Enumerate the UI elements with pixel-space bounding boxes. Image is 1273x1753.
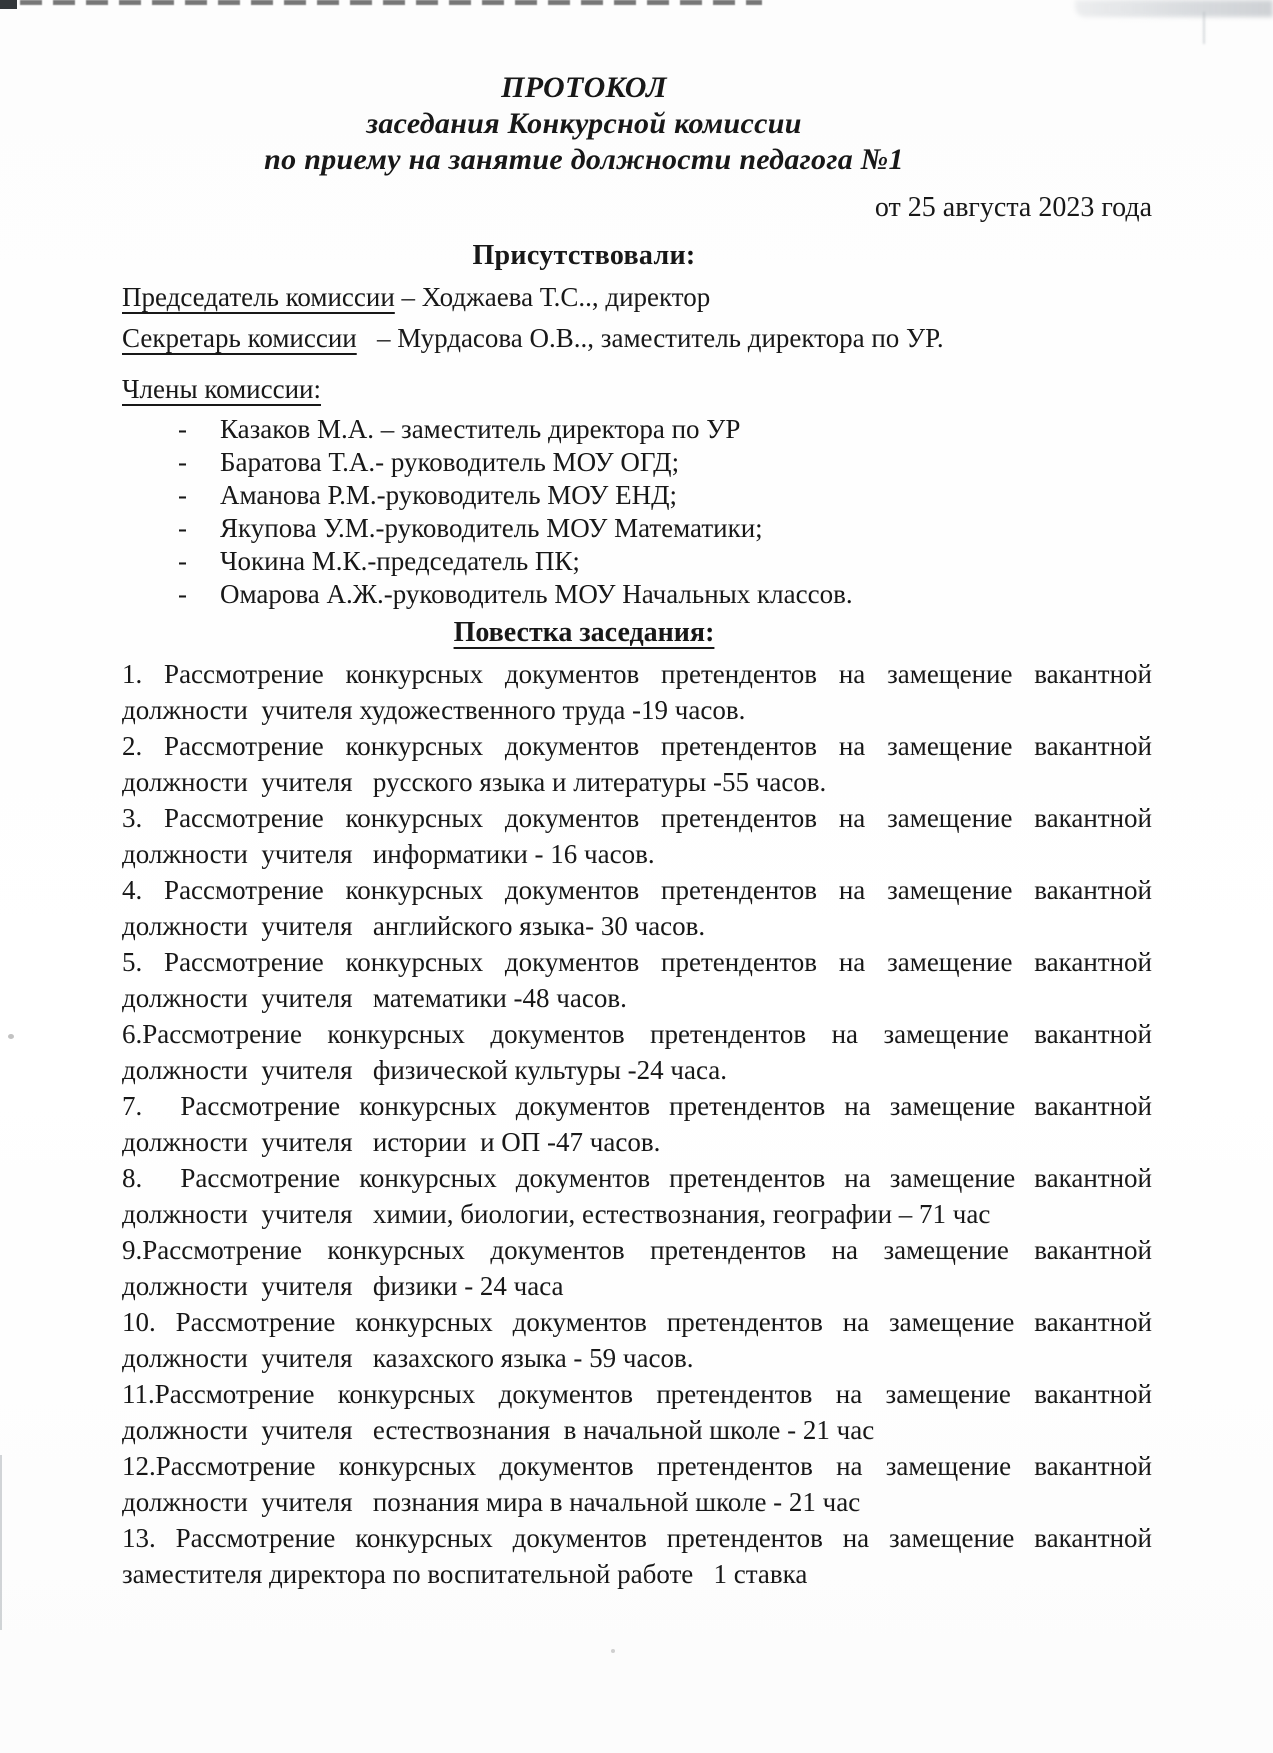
attendees-heading: Присутствовали:: [472, 240, 696, 271]
agenda-item: [122, 1232, 1152, 1304]
agenda-item-line2: должности учителя информатики - 16 часов.: [122, 839, 655, 869]
agenda-item-line1: 7. Рассмотрение конкурсных документов претендентов на замещение вакантной: [122, 1091, 1152, 1121]
agenda-heading: [122, 615, 1046, 651]
secretary-line: [122, 321, 1152, 356]
agenda-item: [122, 944, 1152, 1016]
agenda-item: [122, 1304, 1152, 1376]
agenda-item-line1: 12.Рассмотрение конкурсных документов претендентов на замещение вакантной: [122, 1451, 1152, 1481]
document-title-block: [122, 70, 1046, 178]
agenda-item-line2: должности учителя казахского языка - 59 часов.: [122, 1343, 694, 1373]
members-list: [122, 413, 1152, 611]
agenda-item-line2: заместителя директора по воспитательной работе 1 ставка: [122, 1559, 808, 1589]
scan-speck-artifact: [611, 1649, 615, 1653]
title-line-position: по приему на занятие должности педагога №1: [264, 143, 904, 176]
agenda-item-line2: должности учителя познания мира в начальной школе - 21 час: [122, 1487, 861, 1517]
agenda-item-line1: 10. Рассмотрение конкурсных документов претендентов на замещение вакантной: [122, 1307, 1152, 1337]
member-text: Казаков М.А. – заместитель директора по УР: [220, 414, 741, 444]
agenda-item: [122, 1448, 1152, 1520]
member-text: Чокина М.К.-председатель ПК;: [220, 546, 580, 576]
agenda-item: [122, 1520, 1152, 1592]
dash-marker: -: [178, 480, 187, 510]
agenda-item-line1: 9.Рассмотрение конкурсных документов претендентов на замещение вакантной: [122, 1235, 1152, 1265]
member-row: [122, 545, 1152, 578]
dash-marker: -: [178, 546, 187, 576]
agenda-item-line1: 5. Рассмотрение конкурсных документов претендентов на замещение вакантной: [122, 947, 1152, 977]
agenda-item-line2: должности учителя английского языка- 30 часов.: [122, 911, 706, 941]
agenda-item: [122, 1160, 1152, 1232]
member-row: [122, 512, 1152, 545]
agenda-item: [122, 1016, 1152, 1088]
dash-marker: -: [178, 414, 187, 444]
agenda-item-line1: 1. Рассмотрение конкурсных документов претендентов на замещение вакантной: [122, 659, 1152, 689]
agenda-item-line2: должности учителя химии, биологии, естествознания, географии – 71 час: [122, 1199, 991, 1229]
dash-marker: -: [178, 513, 187, 543]
members-heading: [122, 371, 1152, 407]
agenda-item-line1: 4. Рассмотрение конкурсных документов претендентов на замещение вакантной: [122, 875, 1152, 905]
agenda-item: [122, 656, 1152, 728]
member-row: [122, 446, 1152, 479]
agenda-item: [122, 800, 1152, 872]
agenda-item: [122, 1376, 1152, 1448]
dash-marker: -: [178, 447, 187, 477]
agenda-item-line1: 11.Рассмотрение конкурсных документов претендентов на замещение вакантной: [122, 1379, 1152, 1409]
agenda-item: [122, 728, 1152, 800]
agenda-item-line2: должности учителя русского языка и литературы -55 часов.: [122, 767, 827, 797]
title-line-protokol: ПРОТОКОЛ: [501, 71, 667, 104]
secretary-value: – Мурдасова О.В.., заместитель директора по УР.: [356, 323, 944, 353]
secretary-label: Секретарь комиссии: [122, 323, 357, 353]
agenda-item-line2: должности учителя истории и ОП -47 часов.: [122, 1127, 661, 1157]
chairman-label: Председатель комиссии: [122, 282, 395, 312]
agenda-item-line2: должности учителя математики -48 часов.: [122, 983, 627, 1013]
member-text: Аманова Р.М.-руководитель МОУ ЕНД;: [220, 480, 678, 510]
agenda-item-line1: 13. Рассмотрение конкурсных документов претендентов на замещение вакантной: [122, 1523, 1152, 1553]
member-text: Омарова А.Ж.-руководитель МОУ Начальных классов.: [220, 579, 853, 609]
agenda-list: [122, 656, 1152, 1592]
chairman-line: [122, 280, 1152, 315]
agenda-item-line2: должности учителя естествознания в начальной школе - 21 час: [122, 1415, 875, 1445]
members-heading-label: Члены комиссии:: [122, 374, 321, 404]
agenda-heading-label: Повестка заседания:: [453, 617, 715, 648]
member-text: Баратова Т.А.- руководитель МОУ ОГД;: [220, 447, 680, 477]
agenda-item-line2: должности учителя физики - 24 часа: [122, 1271, 564, 1301]
agenda-item: [122, 1088, 1152, 1160]
dash-marker: -: [178, 579, 187, 609]
member-row: [122, 578, 1152, 611]
date-line: от 25 августа 2023 года: [874, 192, 1152, 223]
member-row: [122, 479, 1152, 512]
member-text: Якупова У.М.-руководитель МОУ Математики;: [220, 513, 763, 543]
chairman-value: – Ходжаева Т.С.., директор: [394, 282, 711, 312]
member-row: [122, 413, 1152, 446]
title-line-session: заседания Конкурсной комиссии: [366, 107, 802, 140]
agenda-item: [122, 872, 1152, 944]
agenda-item-line1: 6.Рассмотрение конкурсных документов претендентов на замещение вакантной: [122, 1019, 1152, 1049]
agenda-item-line1: 3. Рассмотрение конкурсных документов претендентов на замещение вакантной: [122, 803, 1152, 833]
agenda-item-line2: должности учителя физической культуры -24 часа.: [122, 1055, 728, 1085]
agenda-item-line1: 2. Рассмотрение конкурсных документов претендентов на замещение вакантной: [122, 731, 1152, 761]
agenda-item-line2: должности учителя художественного труда -19 часов.: [122, 695, 746, 725]
agenda-item-line1: 8. Рассмотрение конкурсных документов претендентов на замещение вакантной: [122, 1163, 1152, 1193]
